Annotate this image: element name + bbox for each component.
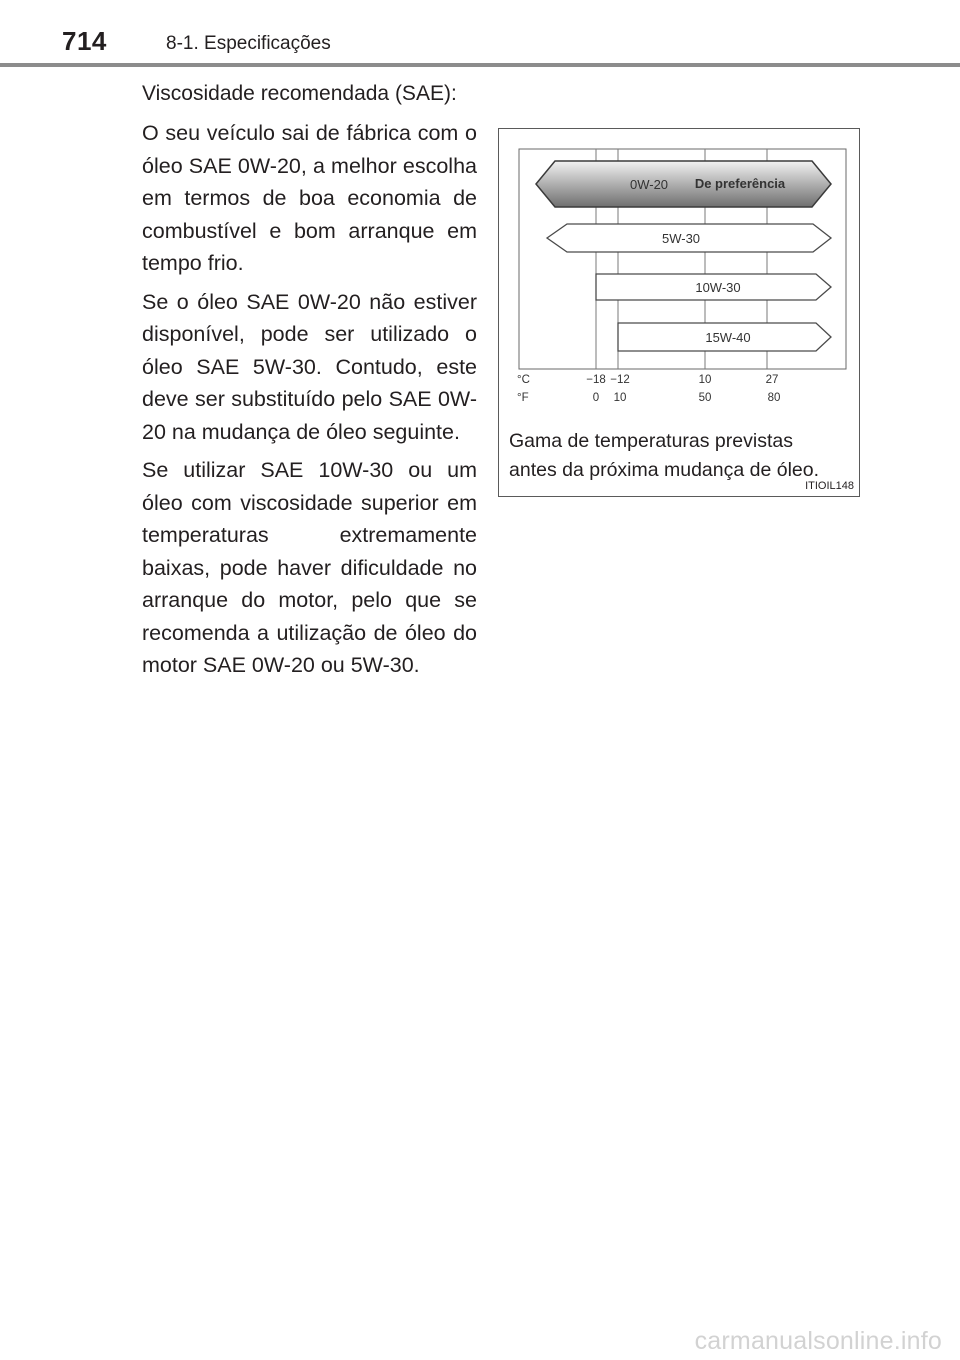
bar-label-0w20: 0W-20	[629, 177, 669, 192]
bar-0w20	[536, 161, 831, 207]
figure-caption	[509, 427, 819, 484]
fahrenheit-tick: 0	[592, 392, 600, 404]
caption-line: Gama de temperaturas previstas	[509, 430, 793, 452]
viscosity-figure	[498, 128, 860, 497]
fahrenheit-tick: 80	[767, 392, 781, 404]
bar-note-preferred: De preferência	[694, 176, 786, 191]
caption-line: antes da próxima mudança de óleo.	[509, 458, 820, 481]
fahrenheit-tick: 10	[613, 392, 627, 404]
page-number: 714	[62, 26, 107, 56]
section-title: 8-1. Especificações	[166, 33, 331, 54]
bar-label-10w30: 10W-30	[695, 280, 741, 295]
celsius-unit: °C	[517, 374, 530, 386]
bar-label-15w40: 15W-40	[705, 330, 751, 345]
celsius-tick: −12	[610, 374, 630, 386]
paragraph-cold-start: Se utilizar SAE 10W-30 ou um óleo com viscosidade superior em temperaturas extremamente baixas, pode haver dificuldade no arranque do motor, pelo que se recomenda a utilização de óleo do motor SAE 0W-20 ou 5W-30.	[142, 458, 477, 677]
paragraph-factory-oil: O seu veículo sai de fábrica com o óleo SAE 0W-20, a melhor escolha em termos de boa economia de combustível e bom arranque em tempo frio.	[142, 121, 477, 275]
fahrenheit-tick: 50	[698, 392, 712, 404]
body-text	[142, 117, 477, 688]
page-header	[0, 0, 960, 70]
subheading: Viscosidade recomendada (SAE):	[142, 82, 457, 105]
celsius-tick: −18	[586, 374, 606, 386]
celsius-tick: 10	[698, 374, 712, 386]
paragraph-alternative-oil: Se o óleo SAE 0W-20 não estiver disponível, pode ser utilizado o óleo SAE 5W-30. Contudo, este deve ser substituído pelo SAE 0W-20 na mudança de óleo seguinte.	[142, 289, 477, 444]
figure-id: ITIOIL148	[805, 480, 854, 492]
celsius-tick: 27	[765, 374, 779, 386]
bar-label-5w30: 5W-30	[661, 231, 701, 246]
header-rule	[0, 63, 960, 67]
watermark-url[interactable]: carmanualsonline.info	[694, 1327, 942, 1355]
fahrenheit-unit: °F	[517, 392, 529, 404]
